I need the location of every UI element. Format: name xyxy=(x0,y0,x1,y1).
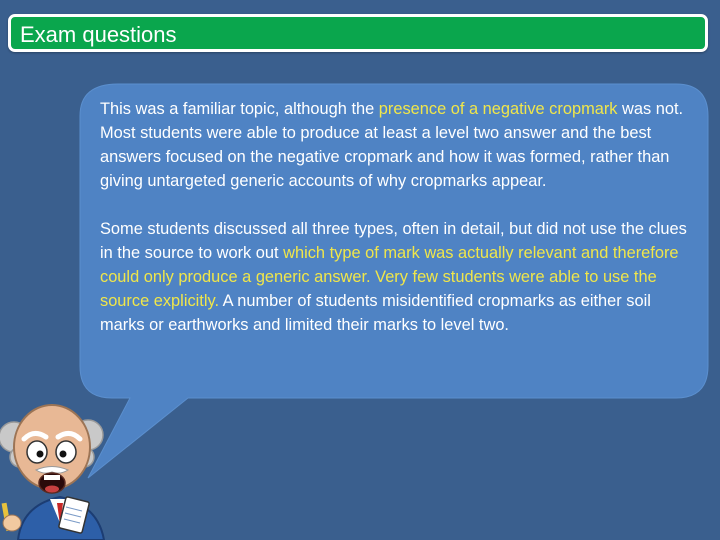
bubble-text xyxy=(100,97,690,361)
paragraph2-part1: Some students discussed all three types, often in detail, but did not use the clues in the source to work out xyxy=(100,220,687,262)
paragraph1-highlight: presence of a negative cropmark xyxy=(378,100,618,118)
slide-title: Exam questions xyxy=(20,22,177,47)
professor-character-icon xyxy=(0,395,140,540)
paragraph-source-usage xyxy=(100,217,690,337)
paragraph2-part2: A number of students misidentified cropmarks as either soil marks or earthworks and limited their marks to level two. xyxy=(100,292,651,334)
paragraph2-highlight: which type of mark was actually relevant and therefore could only produce a generic answer. Very few students were able to use the source explicitly. xyxy=(100,244,679,310)
paragraph1-part1: This was a familiar topic, although the xyxy=(100,100,379,118)
paragraph1-part2: was not. Most students were able to produce at least a level two answer and the best answers focused on the negative cropmark and how it was formed, rather than giving untargeted generic accounts of why cropmarks appear. xyxy=(100,100,684,190)
paragraph-negative-cropmark xyxy=(100,97,690,193)
